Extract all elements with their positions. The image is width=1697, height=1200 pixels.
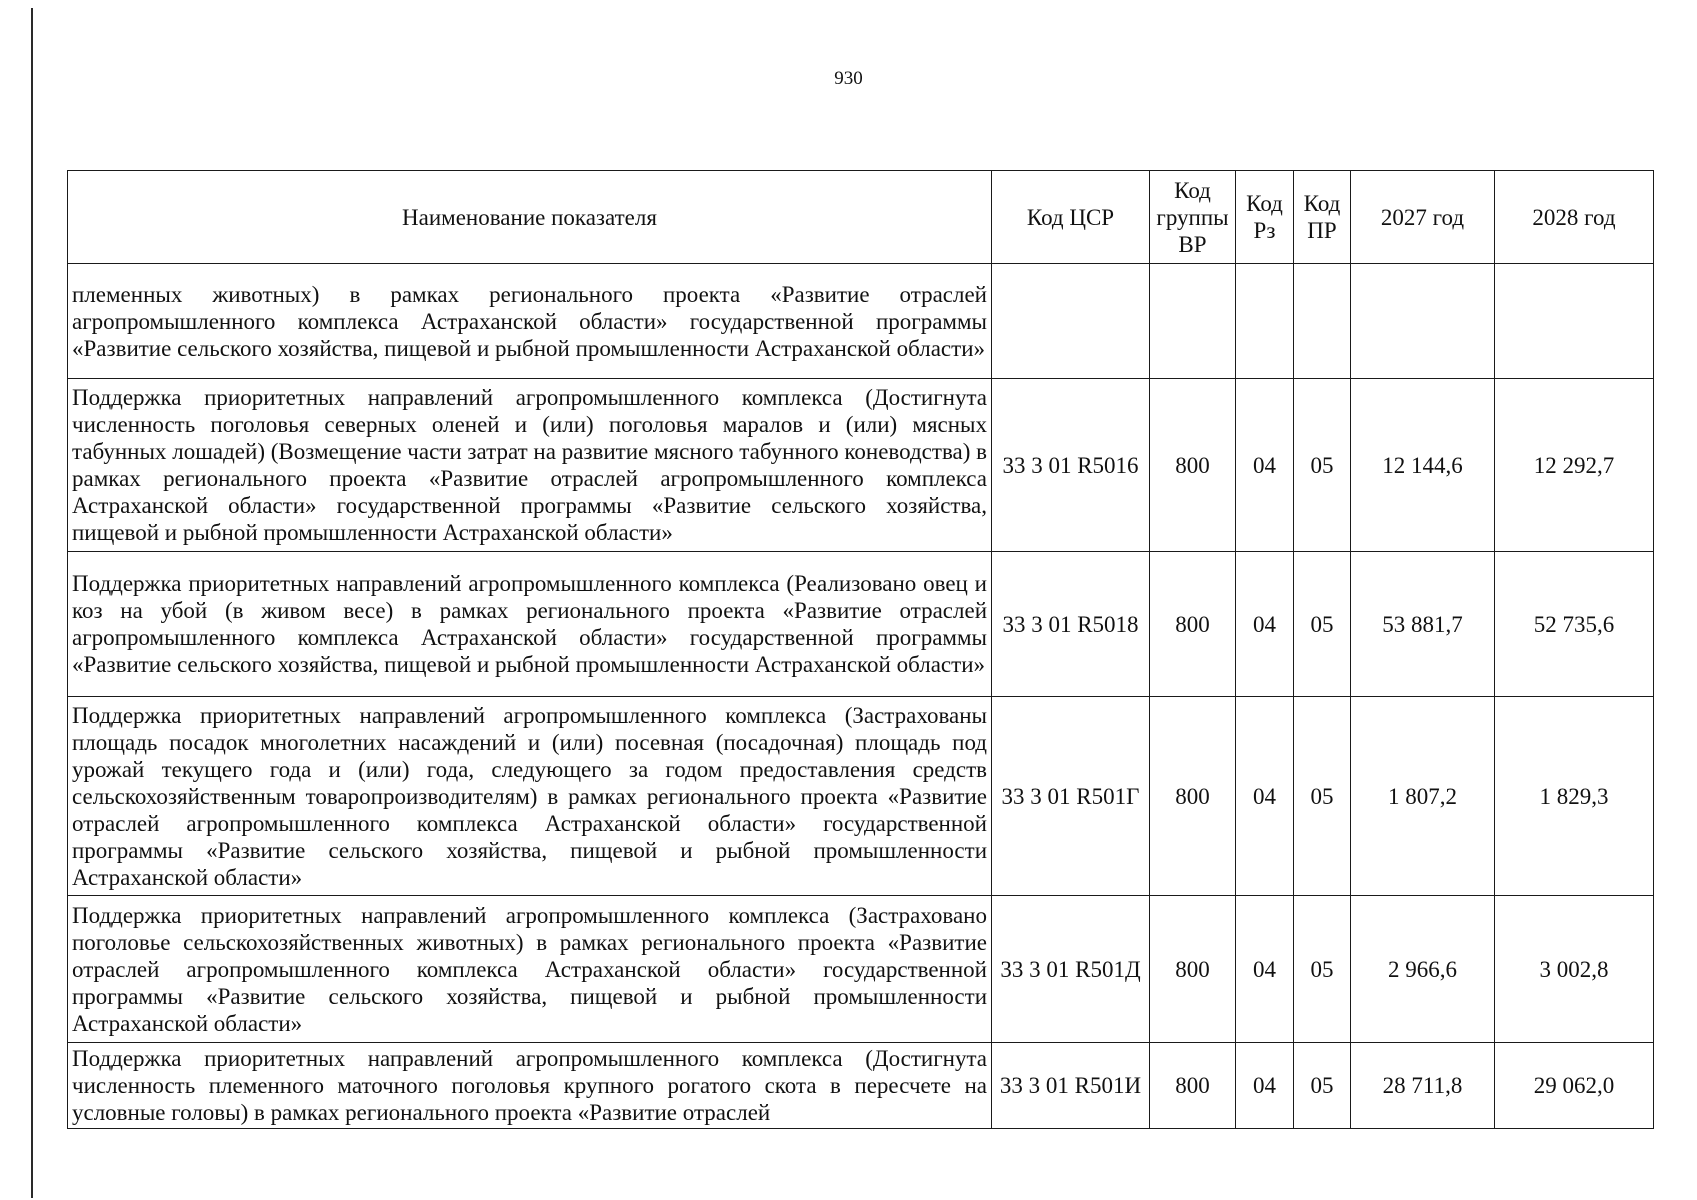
row-pr: 05	[1294, 552, 1351, 697]
row-vr: 800	[1150, 552, 1236, 697]
row-csr: 33 3 01 R5016	[992, 379, 1150, 552]
row-2028: 12 292,7	[1495, 379, 1654, 552]
row-rz: 04	[1236, 552, 1294, 697]
row-pr: 05	[1294, 379, 1351, 552]
page-number: 930	[834, 68, 863, 89]
row-pr: 05	[1294, 896, 1351, 1043]
row-rz: 04	[1236, 697, 1294, 896]
row-2028	[1495, 264, 1654, 379]
row-csr: 33 3 01 R501Г	[992, 697, 1150, 896]
row-2028: 1 829,3	[1495, 697, 1654, 896]
header-csr: Код ЦСР	[992, 171, 1150, 264]
row-rz	[1236, 264, 1294, 379]
table-row	[68, 896, 1654, 1043]
row-csr	[992, 264, 1150, 379]
row-2027: 2 966,6	[1351, 896, 1495, 1043]
row-name: Поддержка приоритетных направлений агропромышленного комплекса (Застрахованы площадь посадок многолетних насаждений и (или) посевная (посадочная) площадь под урожай текущего года и (или) года, следующего за годом предоставления средств сельскохозяйственным товаропроизводителям) в рамках регионального проекта «Развитие отраслей агропромышленного комплекса Астраханской области» государственной программы «Развитие сельского хозяйства, пищевой и рыбной промышленности Астраханской области»	[68, 697, 992, 896]
row-2027: 53 881,7	[1351, 552, 1495, 697]
header-pr: Код ПР	[1294, 171, 1351, 264]
row-rz: 04	[1236, 896, 1294, 1043]
header-rz: Код Рз	[1236, 171, 1294, 264]
header-2027: 2027 год	[1351, 171, 1495, 264]
row-csr: 33 3 01 R5018	[992, 552, 1150, 697]
row-name: племенных животных) в рамках регионального проекта «Развитие отраслей агропромышленного комплекса Астраханской области» государственной программы «Развитие сельского хозяйства, пищевой и рыбной промышленности Астраханской области»	[68, 264, 992, 379]
row-2027	[1351, 264, 1495, 379]
row-name-cell	[68, 1043, 992, 1129]
table-body	[68, 264, 1654, 1129]
row-name: Поддержка приоритетных направлений агропромышленного комплекса (Реализовано овец и коз на убой (в живом весе) в рамках регионального проекта «Развитие отраслей агропромышленного комплекса Астраханской области» государственной программы «Развитие сельского хозяйства, пищевой и рыбной промышленности Астраханской области»	[68, 552, 992, 697]
table-row	[68, 379, 1654, 552]
left-margin-line	[31, 8, 33, 1198]
row-name: Поддержка приоритетных направлений агропромышленного комплекса (Достигнута численность поголовья северных оленей и (или) поголовья маралов и (или) мясных табунных лошадей) (Возмещение части затрат на развитие мясного табунного коневодства) в рамках регионального проекта «Развитие отраслей агропромышленного комплекса Астраханской области» государственной программы «Развитие сельского хозяйства, пищевой и рыбной промышленности Астраханской области»	[68, 379, 992, 552]
row-vr: 800	[1150, 1043, 1236, 1129]
header-name: Наименование показателя	[68, 171, 992, 264]
row-2028: 29 062,0	[1495, 1043, 1654, 1129]
budget-table	[67, 170, 1654, 1129]
row-vr: 800	[1150, 379, 1236, 552]
row-vr	[1150, 264, 1236, 379]
table-row	[68, 552, 1654, 697]
row-name: Поддержка приоритетных направлений агропромышленного комплекса (Застраховано поголовье сельскохозяйственных животных) в рамках регионального проекта «Развитие отраслей агропромышленного комплекса Астраханской области» государственной программы «Развитие сельского хозяйства, пищевой и рыбной промышленности Астраханской области»	[68, 896, 992, 1043]
row-vr: 800	[1150, 697, 1236, 896]
row-2027: 1 807,2	[1351, 697, 1495, 896]
row-2028: 3 002,8	[1495, 896, 1654, 1043]
header-row	[68, 171, 1654, 264]
row-rz: 04	[1236, 1043, 1294, 1129]
header-vr: Код группы ВР	[1150, 171, 1236, 264]
row-csr: 33 3 01 R501Д	[992, 896, 1150, 1043]
table-header	[68, 171, 1654, 264]
row-2028: 52 735,6	[1495, 552, 1654, 697]
row-vr: 800	[1150, 896, 1236, 1043]
table-row	[68, 1043, 1654, 1129]
row-pr: 05	[1294, 697, 1351, 896]
row-2027: 12 144,6	[1351, 379, 1495, 552]
row-2027: 28 711,8	[1351, 1043, 1495, 1129]
row-rz: 04	[1236, 379, 1294, 552]
row-name: Поддержка приоритетных направлений агропромышленного комплекса (Достигнута численность племенного маточного поголовья крупного рогатого скота в пересчете на условные головы) в рамках регионального проекта «Развитие отраслей	[72, 1046, 987, 1125]
table-row	[68, 264, 1654, 379]
row-pr	[1294, 264, 1351, 379]
table-row	[68, 697, 1654, 896]
header-2028: 2028 год	[1495, 171, 1654, 264]
row-csr: 33 3 01 R501И	[992, 1043, 1150, 1129]
row-pr: 05	[1294, 1043, 1351, 1129]
